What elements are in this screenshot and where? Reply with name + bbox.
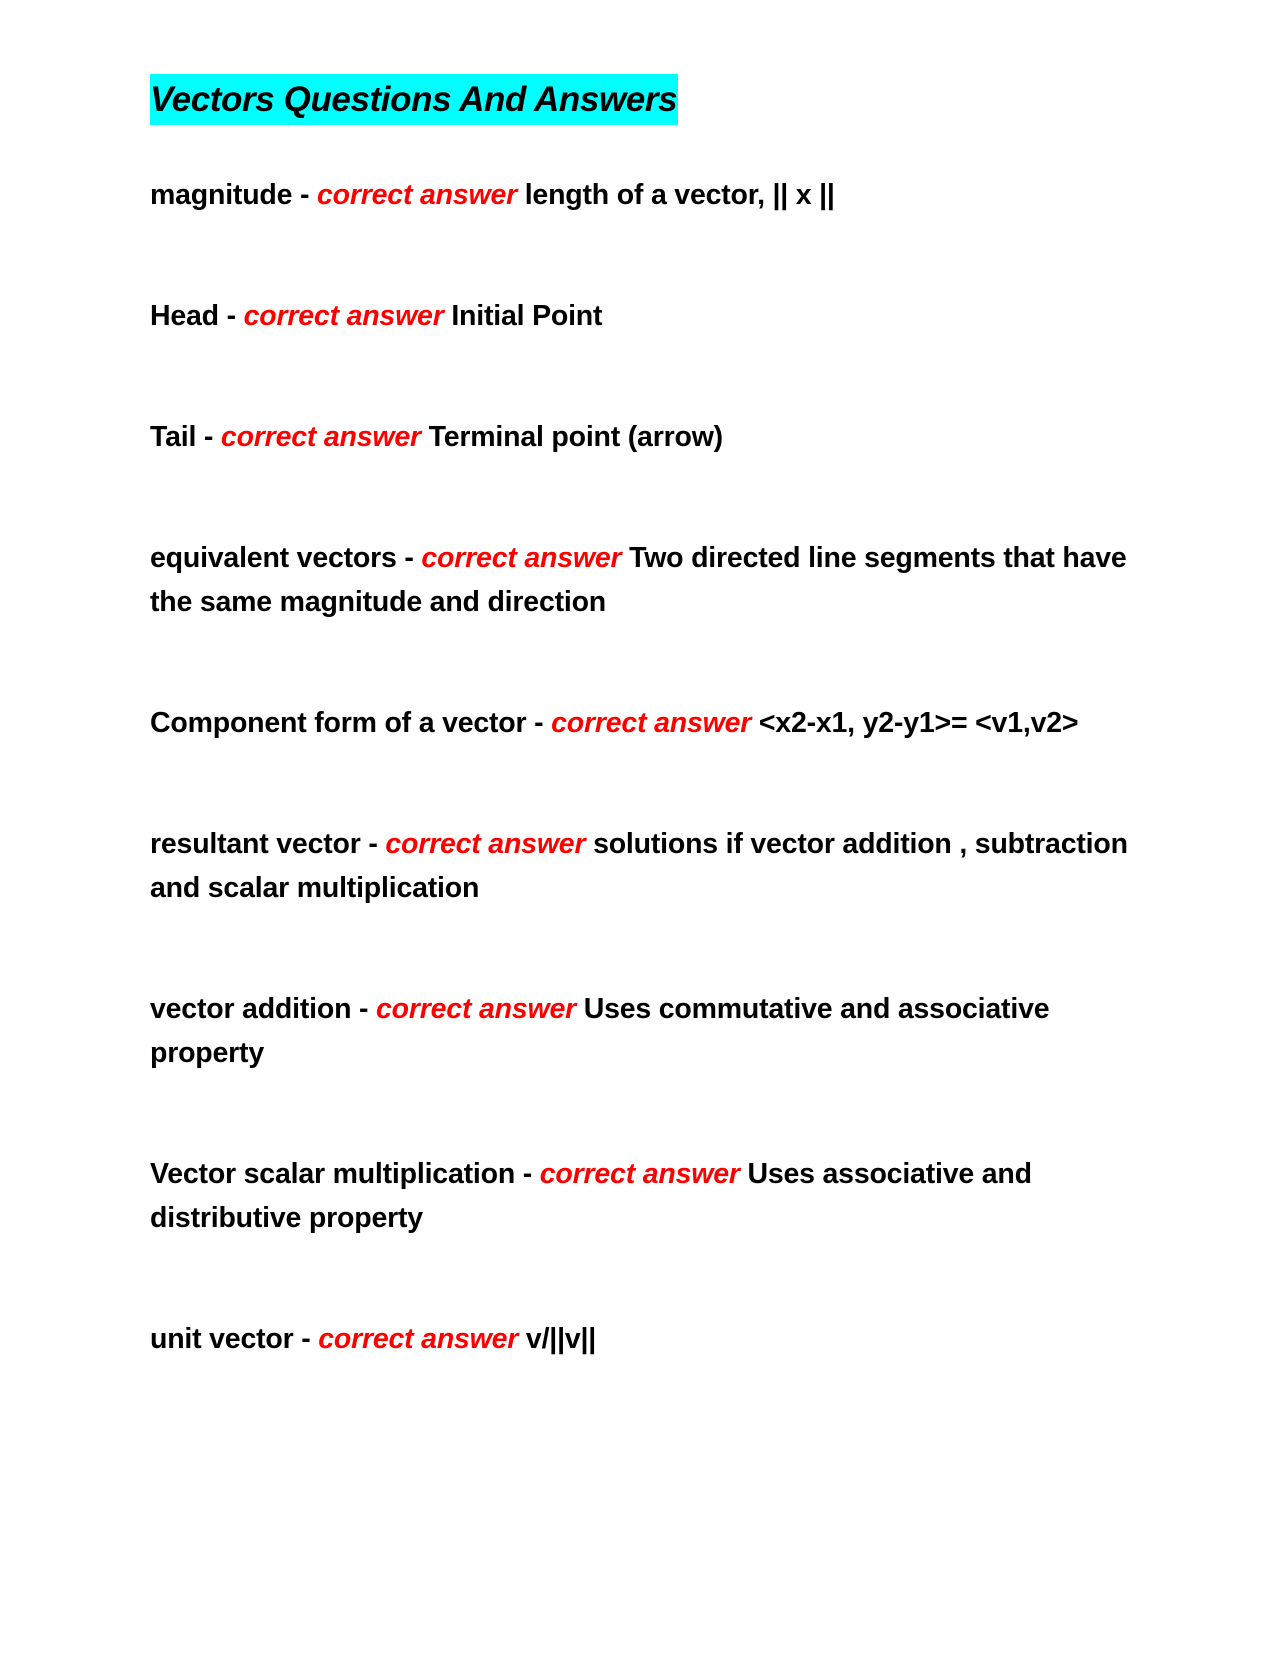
qa-term: unit vector - [150,1323,319,1355]
answer-tag: correct answer [376,993,576,1025]
qa-term: magnitude - [150,179,318,211]
answer-tag: correct answer [317,179,517,211]
qa-item-scalar-multiplication [150,1152,1140,1240]
qa-item-component-form [150,701,1140,745]
answer-tag: correct answer [551,707,752,739]
document-title: Vectors Questions And Answers [150,74,678,125]
qa-term: Head - [150,300,244,332]
qa-answer: length of a vector, || x || [524,179,835,211]
document-page [150,74,1140,1361]
qa-item-magnitude [150,173,1140,217]
qa-answer: <x2-x1, y2-y1>= <v1,v2> [758,707,1079,739]
qa-item-unit-vector [150,1317,1140,1361]
qa-term: Vector scalar multiplication - [150,1158,540,1190]
answer-tag: correct answer [539,1158,740,1190]
qa-answer: Two directed line segments that have the same magnitude and direction [150,542,1127,618]
qa-answer: Initial Point [451,300,603,332]
answer-tag: correct answer [385,828,586,860]
qa-item-head [150,294,1140,338]
answer-tag: correct answer [243,300,444,332]
answer-tag: correct answer [421,542,622,574]
qa-term: Tail - [150,421,221,453]
qa-answer: Uses commutative and associative property [150,993,1050,1069]
answer-tag: correct answer [220,421,421,453]
qa-term: resultant vector - [150,828,386,860]
qa-term: equivalent vectors - [150,542,422,574]
qa-answer: v/||v|| [525,1323,597,1355]
answer-tag: correct answer [318,1323,519,1355]
qa-answer: Uses associative and distributive property [150,1158,1032,1234]
qa-item-resultant-vector [150,822,1140,910]
qa-list [150,173,1140,1361]
qa-term: Component form of a vector - [150,707,552,739]
qa-item-equivalent-vectors [150,536,1140,624]
qa-answer: Terminal point (arrow) [428,421,723,453]
qa-term: vector addition - [150,993,377,1025]
qa-answer: solutions if vector addition , subtraction and scalar multiplication [150,828,1128,904]
qa-item-tail [150,415,1140,459]
qa-item-vector-addition [150,987,1140,1075]
